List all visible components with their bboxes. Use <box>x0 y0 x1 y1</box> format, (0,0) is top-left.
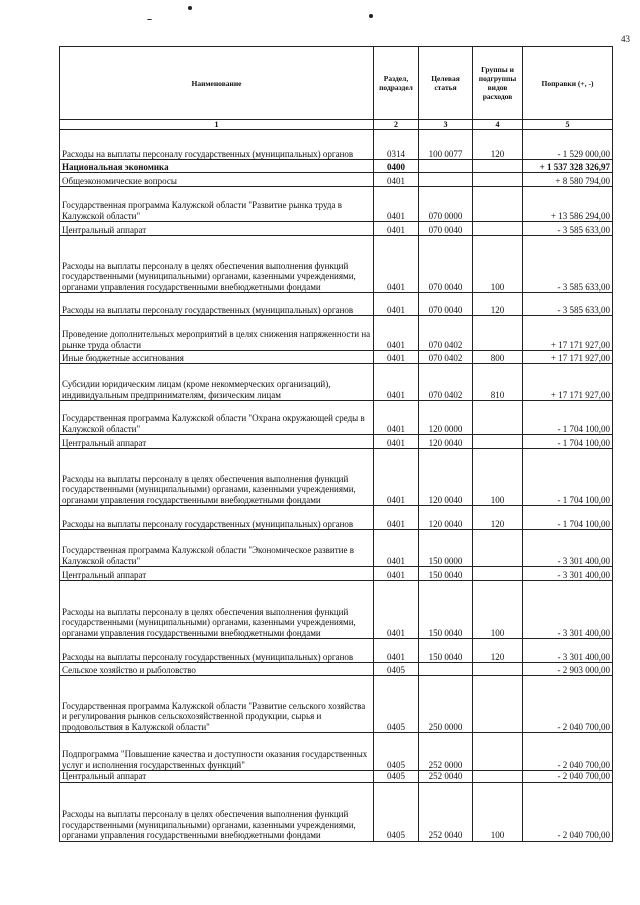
row-amount: + 17 171 927,00 <box>523 316 613 351</box>
row-name: Расходы на выплаты персоналу государственных (муниципальных) органов <box>60 293 374 316</box>
row-group <box>473 316 523 351</box>
row-section: 0401 <box>374 236 419 293</box>
row-group <box>473 160 523 173</box>
table-row <box>60 222 613 236</box>
row-target: 150 0000 <box>419 530 473 567</box>
row-amount: - 3 301 400,00 <box>523 639 613 663</box>
row-name: Иные бюджетные ассигнования <box>60 351 374 364</box>
row-name: Проведение дополнительных мероприятий в целях снижения напряженности на рынке труда области <box>60 316 374 351</box>
row-target: 070 0040 <box>419 293 473 316</box>
table-row <box>60 506 613 530</box>
row-group <box>473 663 523 676</box>
table-row <box>60 567 613 581</box>
row-target: 150 0040 <box>419 567 473 581</box>
row-section: 0401 <box>374 449 419 506</box>
table-body <box>60 130 613 842</box>
row-name: Расходы на выплаты персоналу в целях обеспечения выполнения функций государственными (муниципальными) органами, казенными учреждениями, органами управления государственными внебюджетными фондами <box>60 581 374 639</box>
row-section: 0400 <box>374 160 419 173</box>
row-section: 0401 <box>374 222 419 236</box>
row-section: 0405 <box>374 733 419 771</box>
row-name: Расходы на выплаты персоналу государственных (муниципальных) органов <box>60 506 374 530</box>
row-section: 0401 <box>374 530 419 567</box>
table-row <box>60 173 613 187</box>
row-target: 250 0000 <box>419 676 473 733</box>
row-amount: - 2 040 700,00 <box>523 771 613 783</box>
row-name: Сельское хозяйство и рыболовство <box>60 663 374 676</box>
row-group <box>473 435 523 449</box>
row-group <box>473 530 523 567</box>
row-target: 070 0402 <box>419 351 473 364</box>
row-section: 0401 <box>374 639 419 663</box>
row-name: Государственная программа Калужской области "Развитие рынка труда в Калужской области" <box>60 187 374 222</box>
row-target: 070 0402 <box>419 364 473 401</box>
row-target: 120 0040 <box>419 449 473 506</box>
row-target <box>419 173 473 187</box>
row-group <box>473 676 523 733</box>
row-section: 0405 <box>374 676 419 733</box>
table-row <box>60 676 613 733</box>
table-row <box>60 187 613 222</box>
table-row <box>60 530 613 567</box>
row-section: 0401 <box>374 351 419 364</box>
row-amount: - 1 704 100,00 <box>523 435 613 449</box>
row-name: Расходы на выплаты персоналу в целях обеспечения выполнения функций государственными (муниципальными) органами, казенными учреждениями, органами управления государственными внебюджетными фондами <box>60 236 374 293</box>
row-group <box>473 401 523 435</box>
row-target: 150 0040 <box>419 639 473 663</box>
row-section: 0401 <box>374 316 419 351</box>
row-amount: - 1 704 100,00 <box>523 506 613 530</box>
row-target: 070 0040 <box>419 222 473 236</box>
row-group: 100 <box>473 449 523 506</box>
row-name: Расходы на выплаты персоналу государственных (муниципальных) органов <box>60 639 374 663</box>
row-section: 0405 <box>374 771 419 783</box>
row-group: 100 <box>473 581 523 639</box>
row-section: 0405 <box>374 782 419 841</box>
table-row <box>60 435 613 449</box>
row-section: 0401 <box>374 506 419 530</box>
row-target: 120 0040 <box>419 506 473 530</box>
row-amount: - 3 301 400,00 <box>523 530 613 567</box>
column-number: 1 <box>60 120 374 130</box>
row-section: 0401 <box>374 173 419 187</box>
row-amount: + 8 580 794,00 <box>523 173 613 187</box>
row-name: Государственная программа Калужской области "Охрана окружающей среды в Калужской области" <box>60 401 374 435</box>
row-target: 150 0040 <box>419 581 473 639</box>
page-number: 43 <box>621 34 630 44</box>
row-group: 120 <box>473 130 523 160</box>
row-target: 070 0000 <box>419 187 473 222</box>
table-row <box>60 236 613 293</box>
row-section: 0401 <box>374 435 419 449</box>
row-amount: - 2 903 000,00 <box>523 663 613 676</box>
row-name: Общеэкономические вопросы <box>60 173 374 187</box>
table-row <box>60 639 613 663</box>
row-target <box>419 663 473 676</box>
row-target: 120 0040 <box>419 435 473 449</box>
column-number: 4 <box>473 120 523 130</box>
scan-speck <box>369 14 373 18</box>
table-row <box>60 351 613 364</box>
row-section: 0401 <box>374 581 419 639</box>
row-target <box>419 160 473 173</box>
table-row <box>60 401 613 435</box>
row-name: Центральный аппарат <box>60 771 374 783</box>
row-section: 0314 <box>374 130 419 160</box>
header-name: Наименование <box>60 47 374 120</box>
row-name: Расходы на выплаты персоналу государственных (муниципальных) органов <box>60 130 374 160</box>
table-row <box>60 293 613 316</box>
header-section: Раздел, подраздел <box>374 47 419 120</box>
row-section: 0401 <box>374 187 419 222</box>
table-row <box>60 771 613 783</box>
row-amount: - 1 704 100,00 <box>523 401 613 435</box>
table-row <box>60 160 613 173</box>
row-target: 252 0040 <box>419 782 473 841</box>
row-amount: + 17 171 927,00 <box>523 351 613 364</box>
row-target: 120 0000 <box>419 401 473 435</box>
row-name: Центральный аппарат <box>60 222 374 236</box>
row-name: Расходы на выплаты персоналу в целях обеспечения выполнения функций государственными (муниципальными) органами, казенными учреждениями, органами управления государственными внебюджетными фондами <box>60 782 374 841</box>
row-amount: - 2 040 700,00 <box>523 782 613 841</box>
column-number: 5 <box>523 120 613 130</box>
scan-speck <box>147 19 152 20</box>
row-amount: - 3 585 633,00 <box>523 222 613 236</box>
row-target: 252 0040 <box>419 771 473 783</box>
row-target: 070 0040 <box>419 236 473 293</box>
row-amount: - 3 585 633,00 <box>523 293 613 316</box>
column-number: 2 <box>374 120 419 130</box>
row-target: 100 0077 <box>419 130 473 160</box>
row-amount: - 1 704 100,00 <box>523 449 613 506</box>
scan-speck <box>188 6 192 10</box>
table-row <box>60 316 613 351</box>
row-amount: - 3 585 633,00 <box>523 236 613 293</box>
row-section: 0401 <box>374 401 419 435</box>
row-group <box>473 222 523 236</box>
row-name: Подпрограмма "Повышение качества и доступности оказания государственных услуг и исполнения государственных функций" <box>60 733 374 771</box>
row-amount: + 17 171 927,00 <box>523 364 613 401</box>
row-name: Расходы на выплаты персоналу в целях обеспечения выполнения функций государственными (муниципальными) органами, казенными учреждениями, органами управления государственными внебюджетными фондами <box>60 449 374 506</box>
table-row <box>60 782 613 841</box>
row-group: 100 <box>473 236 523 293</box>
table-row <box>60 581 613 639</box>
row-section: 0401 <box>374 567 419 581</box>
row-amount: - 1 529 000,00 <box>523 130 613 160</box>
table-row <box>60 663 613 676</box>
row-name: Государственная программа Калужской области "Экономическое развитие в Калужской области" <box>60 530 374 567</box>
row-group: 120 <box>473 639 523 663</box>
row-name: Центральный аппарат <box>60 567 374 581</box>
row-group: 800 <box>473 351 523 364</box>
row-group: 120 <box>473 293 523 316</box>
row-amount: + 13 586 294,00 <box>523 187 613 222</box>
table-row <box>60 364 613 401</box>
row-name: Субсидии юридическим лицам (кроме некоммерческих организаций), индивидуальным предпринимателям, физическим лицам <box>60 364 374 401</box>
header-amendment: Поправки (+, -) <box>523 47 613 120</box>
row-amount: - 2 040 700,00 <box>523 733 613 771</box>
row-group: 120 <box>473 506 523 530</box>
row-section: 0401 <box>374 364 419 401</box>
row-group <box>473 733 523 771</box>
table-row <box>60 449 613 506</box>
row-target: 070 0402 <box>419 316 473 351</box>
row-section: 0405 <box>374 663 419 676</box>
row-name: Государственная программа Калужской области "Развитие сельского хозяйства и регулирования рынков сельскохозяйственной продукции, сырья и продовольствия в Калужской области" <box>60 676 374 733</box>
row-amount: - 3 301 400,00 <box>523 567 613 581</box>
header-target: Целевая статья <box>419 47 473 120</box>
table-header-row <box>60 47 613 120</box>
row-group <box>473 173 523 187</box>
row-amount: - 2 040 700,00 <box>523 676 613 733</box>
table-row <box>60 130 613 160</box>
header-group: Группы и подгруппы видов расходов <box>473 47 523 120</box>
row-amount: + 1 537 328 326,97 <box>523 160 613 173</box>
row-name: Национальная экономика <box>60 160 374 173</box>
table-row <box>60 733 613 771</box>
row-group <box>473 771 523 783</box>
row-group <box>473 567 523 581</box>
row-name: Центральный аппарат <box>60 435 374 449</box>
row-amount: - 3 301 400,00 <box>523 581 613 639</box>
row-group <box>473 187 523 222</box>
budget-amendments-table <box>59 46 613 842</box>
row-section: 0401 <box>374 293 419 316</box>
column-number: 3 <box>419 120 473 130</box>
row-target: 252 0000 <box>419 733 473 771</box>
column-number-row <box>60 120 613 130</box>
row-group: 100 <box>473 782 523 841</box>
row-group: 810 <box>473 364 523 401</box>
